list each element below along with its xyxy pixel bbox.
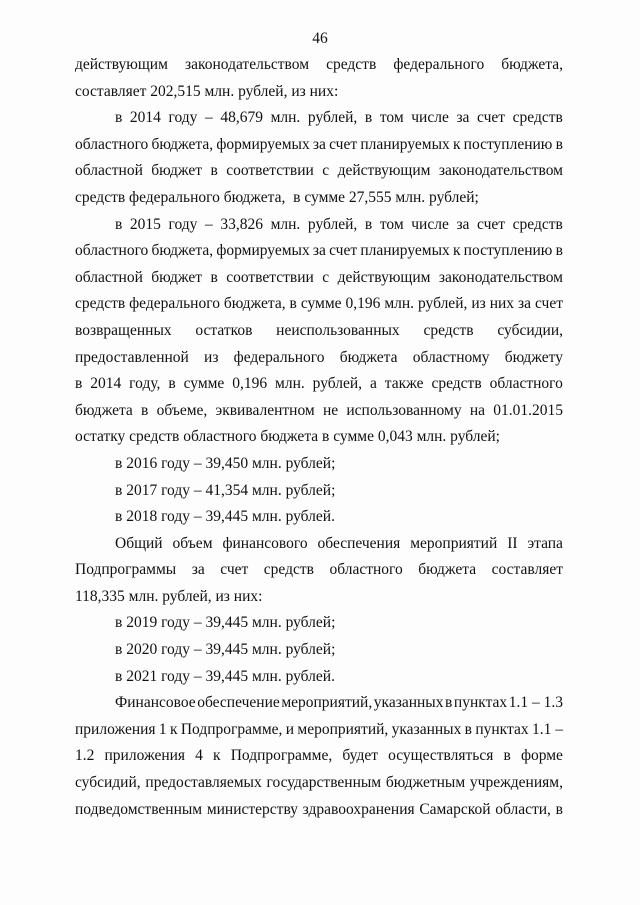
text-line: в 2014 году, в сумме 0,196 млн. рублей, а также средств областного — [75, 375, 563, 393]
text-line: возвращенных остатков неиспользованных средств субсидии, — [75, 321, 563, 339]
amounts-list-stage-2 — [75, 610, 563, 690]
text-line: средств федерального бюджета, в сумме 0,196 млн. рублей, из них за счет — [75, 295, 563, 313]
page-number: 46 — [312, 30, 328, 47]
paragraph-2015 — [75, 212, 563, 451]
text-line: предоставленной из федерального бюджета областному бюджету — [75, 348, 563, 366]
document-body — [75, 52, 563, 823]
list-item: в 2018 году – 39,445 млн. рублей. — [115, 508, 335, 526]
paragraph-stage-2 — [75, 531, 563, 611]
list-item: в 2020 году – 39,445 млн. рублей; — [115, 641, 336, 659]
text-line: Общий объем финансового обеспечения мероприятий II этапа — [115, 534, 563, 552]
text-line: в 2014 году – 48,679 млн. рублей, в том числе за счет средств — [115, 109, 563, 127]
text-line: приложения 1 к Подпрограмме, и мероприятий, указанных в пунктах 1.1 – — [75, 720, 563, 738]
amounts-list-stage-1 — [75, 451, 563, 531]
text-line: остатку средств областного бюджета в сумме 0,043 млн. рублей; — [75, 428, 500, 446]
text-line: субсидий, предоставляемых государственным бюджетным учреждениям, — [75, 774, 563, 792]
text-line: областной бюджет в соответствии с действующим законодательством — [75, 162, 563, 180]
list-item: в 2017 году – 41,354 млн. рублей; — [115, 481, 336, 499]
list-item: в 2021 году – 39,445 млн. рублей. — [115, 667, 335, 685]
text-line: бюджета в объеме, эквивалентном не использованному на 01.01.2015 — [75, 401, 563, 419]
text-line: составляет 202,515 млн. рублей, из них: — [75, 82, 339, 100]
text-line: Подпрограммы за счет средств областного бюджета составляет — [75, 561, 563, 579]
text-line: подведомственным министерству здравоохранения Самарской области, в — [75, 800, 563, 818]
paragraph-financing — [75, 690, 563, 823]
text-line: областного бюджета, формируемых за счет планируемых к поступлению в — [75, 242, 563, 260]
paragraph-continuation — [75, 52, 563, 105]
paragraph-2014 — [75, 105, 563, 211]
list-item: в 2019 году – 39,445 млн. рублей; — [115, 614, 336, 632]
text-line: средств федерального бюджета, в сумме 27,555 млн. рублей; — [75, 188, 479, 206]
text-line: 1.2 приложения 4 к Подпрограмме, будет осуществляться в форме — [75, 747, 563, 765]
text-line: 118,335 млн. рублей, из них: — [75, 587, 263, 605]
text-line: областной бюджет в соответствии с действующим законодательством — [75, 268, 563, 286]
list-item: в 2016 году – 39,450 млн. рублей; — [115, 454, 336, 472]
text-line: Финансовое обеспечение мероприятий, указанных в пунктах 1.1 – 1.3 — [115, 694, 563, 712]
text-line: действующим законодательством средств федерального бюджета, — [75, 56, 563, 73]
text-line: в 2015 году – 33,826 млн. рублей, в том числе за счет средств — [115, 215, 563, 233]
text-line: областного бюджета, формируемых за счет планируемых к поступлению в — [75, 135, 563, 153]
